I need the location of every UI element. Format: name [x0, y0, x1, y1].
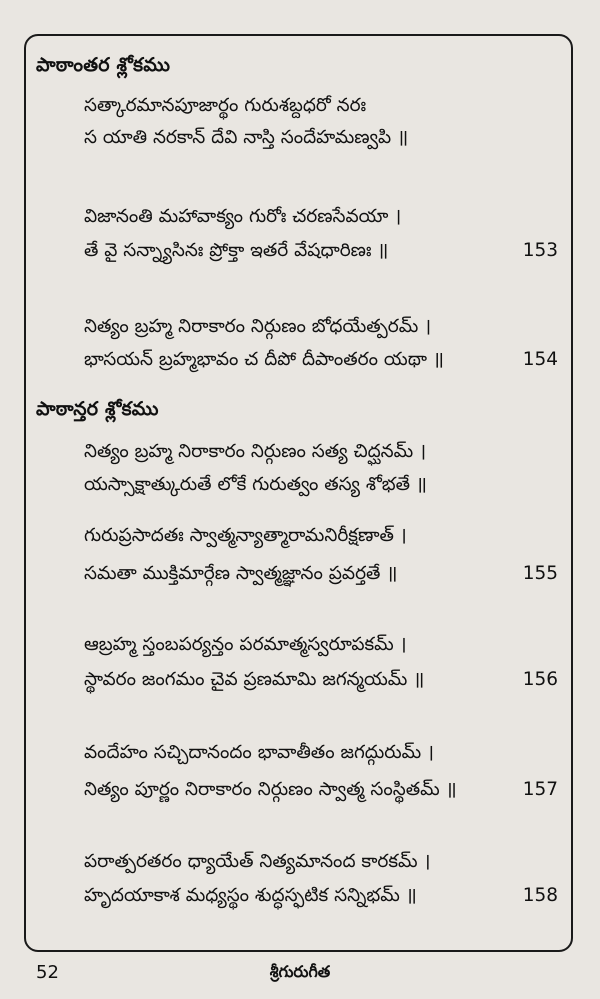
verse-line: స యాతి నరకాన్ దేవి నాస్తి సందేహమణ్వపి ॥: [84, 127, 409, 148]
section-heading: పాఠాన్తర శ్లోకము: [36, 398, 159, 420]
verse-line: వందేహం సచ్చిదానందం భావాతీతం జగద్గురుమ్ ।: [84, 742, 435, 763]
verse-line: నిత్యం పూర్ణం నిరాకారం నిర్గుణం స్వాత్మ సంస్థితమ్ ॥: [84, 779, 457, 800]
verse-line: యస్సాక్షాత్కురుతే లోకే గురుత్వం తస్య శోభతే ॥: [84, 474, 427, 495]
verse-line: భాసయన్ బ్రహ్మభావం చ దీపో దీపాంతరం యథా ॥: [84, 349, 444, 370]
verse-line: హృదయాకాశ మధ్యస్థం శుద్ధస్ఫటిక సన్నిభమ్ ॥: [84, 885, 417, 906]
page-number: 52: [36, 962, 59, 983]
verse-line: నిత్యం బ్రహ్మ నిరాకారం నిర్గుణం సత్య చిద్ఘనమ్ ।: [84, 441, 427, 462]
verse-number: 158: [522, 885, 558, 906]
verse-line: ఆబ్రహ్మ స్తంబపర్యన్తం పరమాత్మస్వరూపకమ్ ।: [84, 634, 407, 655]
verse-number: 153: [522, 240, 558, 261]
verse-line: సమతా ముక్తిమార్గేణ స్వాత్మజ్ఞానం ప్రవర్తతే ॥: [84, 563, 398, 584]
verse-number: 157: [522, 779, 558, 800]
verse-line: సత్కారమానపూజార్థం గురుశబ్దధరో నరః: [84, 95, 367, 116]
verse-line: గురుప్రసాదతః స్వాత్మన్యాత్మారామనిరీక్షణాత్ ।: [84, 525, 407, 546]
verse-line: పరాత్పరతరం ధ్యాయేత్ నిత్యమానంద కారకమ్ ।: [84, 851, 431, 872]
verse-line: విజానంతి మహావాక్యం గురోః చరణసేవయా ।: [84, 206, 402, 227]
section-heading: పాఠాంతర శ్లోకము: [36, 54, 171, 76]
verse-line: నిత్యం బ్రహ్మ నిరాకారం నిర్గుణం బోధయేత్పరమ్ ।: [84, 316, 432, 337]
verse-line: స్థావరం జంగమం చైవ ప్రణమామి జగన్మయమ్ ॥: [84, 669, 425, 690]
verse-line: తే వై సన్న్యాసినః ప్రోక్తా ఇతరే వేషధారిణః ॥: [84, 240, 389, 261]
verse-number: 156: [522, 669, 558, 690]
verse-number: 155: [522, 563, 558, 584]
verse-number: 154: [522, 349, 558, 370]
book-title: శ్రీగురుగీత: [269, 962, 331, 981]
